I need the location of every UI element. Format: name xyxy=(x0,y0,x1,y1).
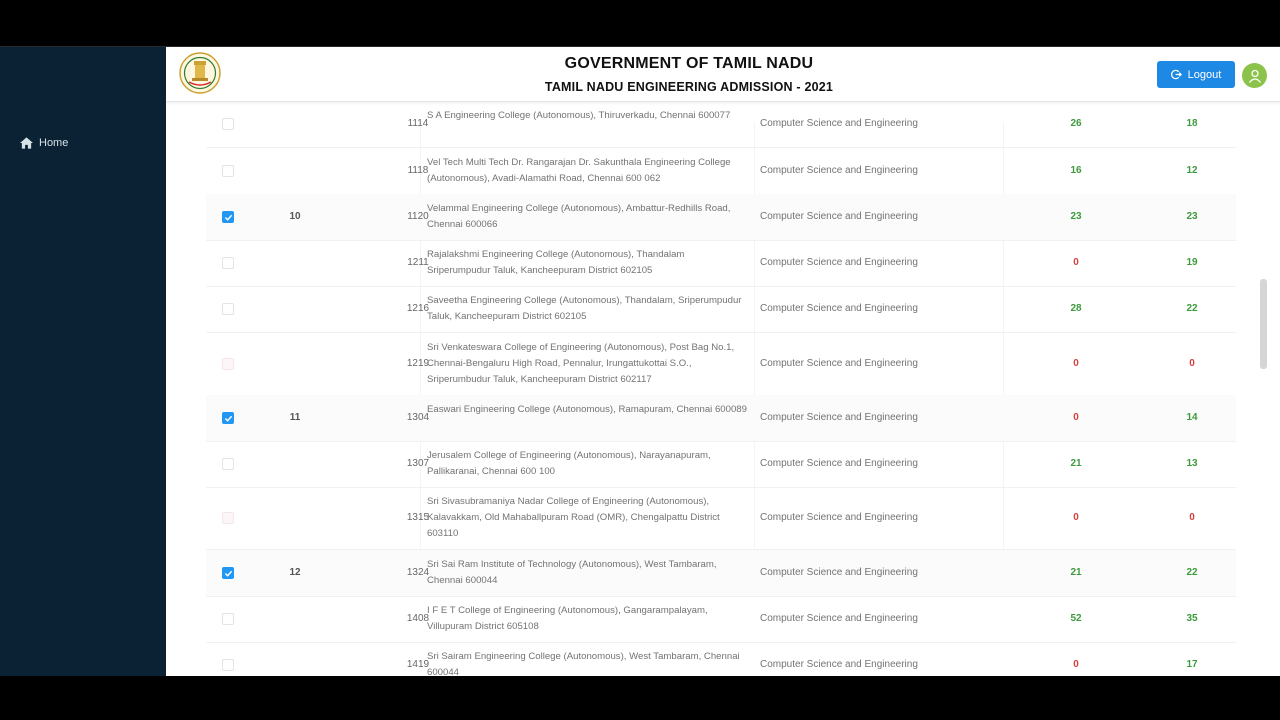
row-checkbox[interactable] xyxy=(222,613,234,625)
row-checkbox[interactable] xyxy=(222,211,234,223)
row-checkbox[interactable] xyxy=(222,358,234,370)
college-name: Sri Sairam Engineering College (Autonomous), West Tambaram, Chennai 600044 xyxy=(427,651,740,676)
avatar[interactable] xyxy=(1242,63,1267,88)
table-row xyxy=(206,642,1236,676)
college-code: 1118 xyxy=(407,165,429,176)
sidebar xyxy=(0,47,166,676)
college-name: Saveetha Engineering College (Autonomous), Thandalam, Sriperumpudur Taluk, Kancheepuram District 602105 xyxy=(427,295,742,322)
college-name: Easwari Engineering College (Autonomous), Ramapuram, Chennai 600089 xyxy=(427,404,747,415)
branch-name: Computer Science and Engineering xyxy=(760,412,918,423)
seat-count-2: 17 xyxy=(1186,659,1198,670)
seat-count-2: 22 xyxy=(1186,567,1198,578)
row-checkbox[interactable] xyxy=(222,458,234,470)
college-code: 1307 xyxy=(406,458,430,469)
main-content xyxy=(166,47,1280,676)
seat-count-1: 26 xyxy=(1070,118,1082,129)
branch-name: Computer Science and Engineering xyxy=(760,613,918,624)
college-name: I F E T College of Engineering (Autonomous), Gangarampalayam, Villupuram District 605108 xyxy=(427,605,708,632)
college-code: 1114 xyxy=(407,118,429,129)
preference-number: 12 xyxy=(289,567,301,578)
college-name: Rajalakshmi Engineering College (Autonomous), Thandalam Sriperumpudur Taluk, Kancheepuram District 602105 xyxy=(427,249,685,276)
college-code: 1120 xyxy=(407,211,429,222)
college-code: 1219 xyxy=(406,358,430,369)
college-code: 1315 xyxy=(406,512,430,523)
table-row xyxy=(206,333,1236,396)
college-name: Sri Sai Ram Institute of Technology (Autonomous), West Tambaram, Chennai 600044 xyxy=(427,559,717,586)
college-code: 1211 xyxy=(407,257,429,268)
college-name: Sri Sivasubramaniya Nadar College of Engineering (Autonomous), Kalavakkam, Old Mahaballpuram Road (OMR), Chengalpattu District 603110 xyxy=(427,496,720,539)
branch-name: Computer Science and Engineering xyxy=(760,211,918,222)
seat-count-1: 0 xyxy=(1073,257,1079,268)
seat-count-2: 22 xyxy=(1186,303,1198,314)
table-row xyxy=(206,286,1236,333)
seat-count-1: 0 xyxy=(1073,358,1079,369)
college-name: Velammal Engineering College (Autonomous), Ambattur-Redhills Road, Chennai 600066 xyxy=(427,203,731,230)
page-subtitle: TAMIL NADU ENGINEERING ADMISSION - 2021 xyxy=(544,80,834,94)
row-checkbox[interactable] xyxy=(222,512,234,524)
table-row xyxy=(206,596,1236,643)
college-code: 1304 xyxy=(406,412,430,423)
logout-button[interactable] xyxy=(1157,61,1235,88)
seat-count-1: 52 xyxy=(1070,613,1082,624)
seat-count-2: 19 xyxy=(1186,257,1198,268)
seat-count-1: 21 xyxy=(1070,567,1082,578)
branch-name: Computer Science and Engineering xyxy=(760,458,918,469)
seat-count-1: 21 xyxy=(1070,458,1082,469)
branch-name: Computer Science and Engineering xyxy=(760,567,918,578)
seat-count-2: 23 xyxy=(1186,211,1198,222)
row-checkbox[interactable] xyxy=(222,659,234,671)
college-code: 1419 xyxy=(406,659,430,670)
row-checkbox[interactable] xyxy=(222,303,234,315)
college-name: S A Engineering College (Autonomous), Thiruverkadu, Chennai 600077 xyxy=(427,110,731,121)
table-row xyxy=(206,194,1236,241)
college-code: 1216 xyxy=(406,303,430,314)
checkmark-icon xyxy=(224,414,233,423)
sidebar-item-home[interactable] xyxy=(20,137,68,149)
seat-count-2: 0 xyxy=(1189,512,1195,523)
branch-name: Computer Science and Engineering xyxy=(760,659,918,670)
seat-count-1: 0 xyxy=(1073,412,1079,423)
seat-count-2: 0 xyxy=(1189,358,1195,369)
row-checkbox[interactable] xyxy=(222,118,234,130)
bottom-black-bar xyxy=(0,676,1280,720)
seat-count-1: 23 xyxy=(1070,211,1082,222)
page-header xyxy=(166,47,1280,102)
table-row xyxy=(206,550,1236,597)
scrollbar[interactable] xyxy=(1260,279,1267,369)
row-checkbox[interactable] xyxy=(222,567,234,579)
college-name: Jerusalem College of Engineering (Autonomous), Narayanapuram, Pallikaranai, Chennai 600 100 xyxy=(427,450,711,477)
sidebar-item-label: Home xyxy=(39,137,69,149)
college-code: 1408 xyxy=(406,613,430,624)
branch-name: Computer Science and Engineering xyxy=(760,118,918,129)
preference-number: 11 xyxy=(289,412,301,423)
logout-icon xyxy=(1171,69,1182,80)
logout-label: Logout xyxy=(1187,68,1222,81)
seat-count-1: 0 xyxy=(1073,512,1079,523)
user-icon xyxy=(1248,69,1262,83)
seat-count-1: 28 xyxy=(1070,303,1082,314)
branch-name: Computer Science and Engineering xyxy=(760,165,918,176)
row-checkbox[interactable] xyxy=(222,165,234,177)
seat-count-1: 16 xyxy=(1070,165,1082,176)
branch-name: Computer Science and Engineering xyxy=(760,257,918,268)
preference-number: 10 xyxy=(289,211,301,222)
home-icon xyxy=(20,137,33,149)
seat-count-2: 35 xyxy=(1186,613,1198,624)
row-checkbox[interactable] xyxy=(222,412,234,424)
checkmark-icon xyxy=(224,213,233,222)
seat-count-2: 12 xyxy=(1186,165,1198,176)
seat-count-2: 18 xyxy=(1186,118,1198,129)
page-title: GOVERNMENT OF TAMIL NADU xyxy=(564,55,814,72)
table-row xyxy=(206,441,1236,488)
seat-count-2: 14 xyxy=(1186,412,1198,423)
seat-count-2: 13 xyxy=(1186,458,1198,469)
row-checkbox[interactable] xyxy=(222,257,234,269)
college-name: Vel Tech Multi Tech Dr. Rangarajan Dr. Sakunthala Engineering College (Autonomous), Avadi-Alamathi Road, Chennai 600 062 xyxy=(427,157,731,184)
table-row xyxy=(206,487,1236,550)
college-code: 1324 xyxy=(406,567,430,578)
checkmark-icon xyxy=(224,569,233,578)
table-row xyxy=(206,395,1236,442)
table-row xyxy=(206,148,1236,195)
seat-count-1: 0 xyxy=(1073,659,1079,670)
branch-name: Computer Science and Engineering xyxy=(760,358,918,369)
college-name: Sri Venkateswara College of Engineering (Autonomous), Post Bag No.1, Chennai-Bengaluru High Road, Pennalur, Irungattukottai S.O., Sriperumbudur Taluk, Kancheepuram District 602117 xyxy=(427,342,735,385)
table-row xyxy=(206,240,1236,287)
table-row xyxy=(206,101,1236,148)
top-black-bar xyxy=(0,0,1280,48)
branch-name: Computer Science and Engineering xyxy=(760,512,918,523)
branch-name: Computer Science and Engineering xyxy=(760,303,918,314)
